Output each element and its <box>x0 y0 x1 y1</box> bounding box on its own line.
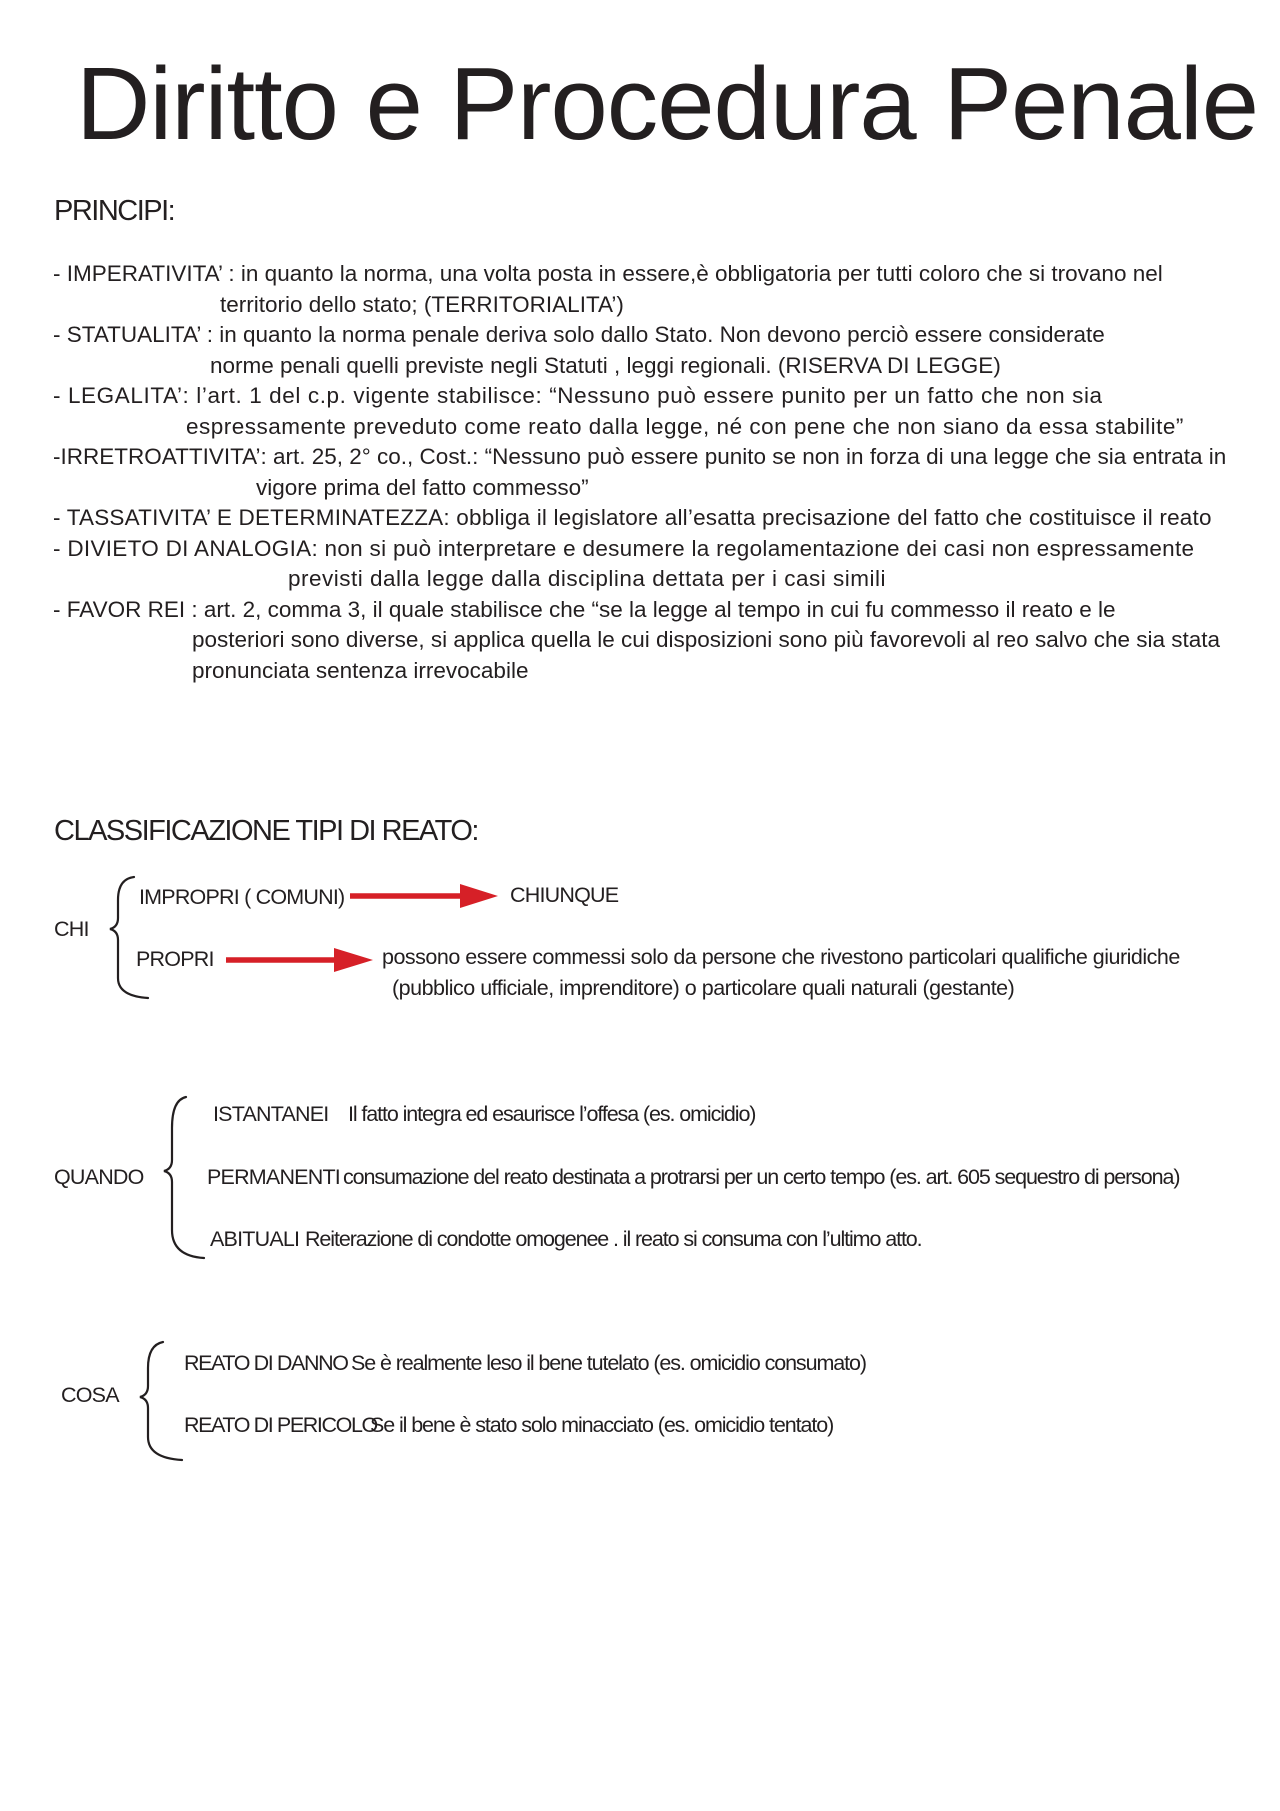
chi-brace-icon <box>110 877 148 998</box>
principi-line: espressamente preveduto come reato dalla legge, né con pene che non siano da essa stabilite” <box>186 414 1184 439</box>
principi-line: vigore prima del fatto commesso” <box>256 475 589 500</box>
istantanei-label: ISTANTANEI <box>213 1102 329 1126</box>
reato-danno-description: Se è realmente leso il bene tutelato (es. omicidio consumato) <box>351 1351 866 1375</box>
principi-heading: PRINCIPI: <box>54 195 175 227</box>
propri-description: (pubblico ufficiale, imprenditore) o particolare quali naturali (gestante) <box>392 976 1015 1000</box>
abituali-label: ABITUALI <box>210 1227 300 1251</box>
impropri-label: IMPROPRI ( COMUNI) <box>139 885 345 909</box>
abituali-description: Reiterazione di condotte omogenee . il reato si consuma con l’ultimo atto. <box>305 1227 922 1251</box>
quando-label: QUANDO <box>54 1165 144 1189</box>
principi-line: previsti dalla legge dalla disciplina dettata per i casi simili <box>288 566 887 591</box>
permanenti-description: consumazione del reato destinata a protrarsi per un certo tempo (es. art. 605 sequestro di persona) <box>343 1165 1180 1189</box>
principi-line: - IMPERATIVITA’ : in quanto la norma, una volta posta in essere,è obbligatoria per tutti coloro che si trovano nel <box>53 261 1163 286</box>
principi-line: norme penali quelli previste negli Statuti , leggi regionali. (RISERVA DI LEGGE) <box>210 353 1001 378</box>
principi-line: - TASSATIVITA’ E DETERMINATEZZA: obbliga il legislatore all’esatta precisazione del fatto che costituisce il reato <box>53 505 1212 530</box>
propri-arrow-icon <box>226 948 373 972</box>
principi-line: territorio dello stato; (TERRITORIALITA’) <box>220 292 624 317</box>
principi-line: - LEGALITA’: l’art. 1 del c.p. vigente stabilisce: “Nessuno può essere punito per un fatto che non sia <box>53 383 1103 408</box>
cosa-label: COSA <box>61 1383 119 1407</box>
principi-line: pronunciata sentenza irrevocabile <box>192 658 529 683</box>
istantanei-description: Il fatto integra ed esaurisce l’offesa (es. omicidio) <box>348 1102 756 1126</box>
permanenti-label: PERMANENTI <box>207 1165 340 1189</box>
propri-label: PROPRI <box>136 947 214 971</box>
reato-pericolo-label: REATO DI PERICOLO <box>184 1413 377 1437</box>
principi-line: - STATUALITA’ : in quanto la norma penale deriva solo dallo Stato. Non devono perciò essere considerate <box>53 322 1105 347</box>
reato-pericolo-description: Se il bene è stato solo minacciato (es. omicidio tentato) <box>370 1413 834 1437</box>
principi-line: -IRRETROATTIVITA’: art. 25, 2° co., Cost.: “Nessuno può essere punito se non in forza di una legge che sia entrata in <box>53 444 1227 469</box>
quando-brace-icon <box>164 1097 204 1258</box>
propri-description: possono essere commessi solo da persone che rivestono particolari qualifiche giuridiche <box>382 945 1180 969</box>
principi-line: - DIVIETO DI ANALOGIA: non si può interpretare e desumere la regolamentazione dei casi non espressamente <box>53 536 1195 561</box>
reato-danno-label: REATO DI DANNO <box>184 1351 348 1375</box>
impropri-arrow-icon <box>350 884 498 908</box>
chi-label: CHI <box>54 917 89 941</box>
principi-line: posteriori sono diverse, si applica quella le cui disposizioni sono più favorevoli al reo salvo che sia stata <box>192 627 1221 652</box>
classificazione-heading: CLASSIFICAZIONE TIPI DI REATO: <box>54 815 478 847</box>
cosa-brace-icon <box>140 1342 182 1460</box>
page-title: Diritto e Procedura Penale <box>76 46 1259 161</box>
chiunque-label: CHIUNQUE <box>510 883 619 907</box>
principi-line: - FAVOR REI : art. 2, comma 3, il quale stabilisce che “se la legge al tempo in cui fu commesso il reato e le <box>53 597 1116 622</box>
